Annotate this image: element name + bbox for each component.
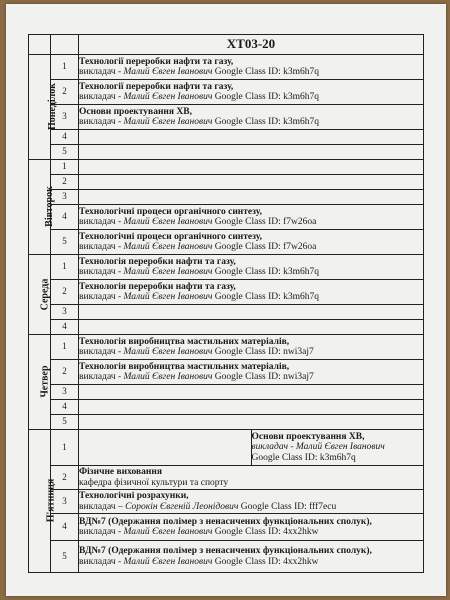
lesson-cell: Технологічні розрахунки, викладач – Сорокін Євгеній Леонідович Google Class ID: fff7ecu	[79, 490, 424, 514]
empty-subgroup-cell	[79, 430, 252, 466]
table-row	[29, 320, 424, 335]
table-row	[29, 466, 424, 490]
table-row	[29, 400, 424, 415]
lesson-cell: Технологія переробки нафти та газу, викладач - Малий Євген Іванович Google Class ID: k3m6h7q	[79, 280, 424, 305]
empty-lesson-cell	[79, 175, 424, 190]
table-row	[29, 305, 424, 320]
table-row	[29, 145, 424, 160]
lesson-cell: Технологія переробки нафти та газу, викладач - Малий Євген Іванович Google Class ID: k3m6h7q	[79, 255, 424, 280]
table-row	[29, 541, 424, 573]
table-row	[29, 415, 424, 430]
lesson-cell: ВД№7 (Одержання полімер з ненасичених функціональних сполук), викладач - Малий Євген Іванович Google Class ID: 4xx2hkw	[79, 514, 424, 541]
table-row	[29, 430, 424, 466]
table-row	[29, 160, 424, 175]
table-row	[29, 55, 424, 80]
lesson-number: 3	[51, 490, 79, 514]
lesson-cell: Технологічні процеси органічного синтезу, викладач - Малий Євген Іванович Google Class ID: f7w26oa	[79, 230, 424, 255]
table-row	[29, 335, 424, 360]
lesson-cell: Технології переробки нафти та газу, викладач - Малий Євген Іванович Google Class ID: k3m6h7q	[79, 80, 424, 105]
lesson-number: 1	[51, 255, 79, 280]
table-row	[29, 280, 424, 305]
table-row	[29, 490, 424, 514]
lesson-cell: Фізичне виховання кафедра фізичної культури та спорту	[79, 466, 424, 490]
schedule-table	[28, 34, 424, 573]
table-row	[29, 80, 424, 105]
empty-lesson-cell	[79, 130, 424, 145]
lesson-cell: Основи проектування ХВ, викладач - Малий Євген Іванович Google Class ID: k3m6h7q	[79, 105, 424, 130]
lesson-number: 3	[51, 385, 79, 400]
table-row	[29, 205, 424, 230]
empty-lesson-cell	[79, 190, 424, 205]
header-corner-num	[51, 35, 79, 55]
table-row	[29, 175, 424, 190]
lesson-cell: Технологічні процеси органічного синтезу, викладач - Малий Євген Іванович Google Class ID: f7w26oa	[79, 205, 424, 230]
empty-lesson-cell	[79, 160, 424, 175]
lesson-number: 1	[51, 430, 79, 466]
group-title: ХТ03-20	[79, 35, 424, 55]
empty-lesson-cell	[79, 385, 424, 400]
header-corner-day	[29, 35, 51, 55]
lesson-number: 5	[51, 415, 79, 430]
lesson-number: 5	[51, 541, 79, 573]
lesson-number: 2	[51, 466, 79, 490]
lesson-cell: ВД№7 (Одержання полімер з ненасичених функціональних сполук), викладач - Малий Євген Іванович Google Class ID: 4xx2hkw	[79, 541, 424, 573]
lesson-number: 2	[51, 80, 79, 105]
lesson-number: 1	[51, 160, 79, 175]
lesson-cell: Основи проектування ХВ, викладач - Малий Євген Іванович Google Class ID: k3m6h7q	[251, 430, 424, 466]
table-row	[29, 105, 424, 130]
table-row	[29, 255, 424, 280]
lesson-number: 4	[51, 320, 79, 335]
lesson-number: 2	[51, 360, 79, 385]
table-row	[29, 360, 424, 385]
lesson-number: 3	[51, 190, 79, 205]
empty-lesson-cell	[79, 320, 424, 335]
table-row	[29, 514, 424, 541]
lesson-number: 1	[51, 335, 79, 360]
lesson-number: 1	[51, 55, 79, 80]
table-row	[29, 190, 424, 205]
day-label-tuesday: Вівторок	[29, 160, 51, 255]
lesson-cell: Технологія виробництва мастильних матеріалів, викладач - Малий Євген Іванович Google Class ID: nwi3aj7	[79, 335, 424, 360]
table-row	[29, 130, 424, 145]
lesson-number: 4	[51, 130, 79, 145]
lesson-number: 4	[51, 205, 79, 230]
header-row	[29, 35, 424, 55]
lesson-number: 4	[51, 400, 79, 415]
day-label-monday: Понеділок	[29, 55, 51, 160]
lesson-number: 3	[51, 305, 79, 320]
empty-lesson-cell	[79, 145, 424, 160]
empty-lesson-cell	[79, 400, 424, 415]
lesson-number: 4	[51, 514, 79, 541]
table-row	[29, 230, 424, 255]
lesson-cell: Технології переробки нафти та газу, викладач - Малий Євген Іванович Google Class ID: k3m6h7q	[79, 55, 424, 80]
lesson-cell: Технологія виробництва мастильних матеріалів, викладач - Малий Євген Іванович Google Class ID: nwi3aj7	[79, 360, 424, 385]
lesson-number: 5	[51, 145, 79, 160]
day-label-friday: П'ятниця	[29, 430, 51, 573]
day-label-wednesday: Середа	[29, 255, 51, 335]
lesson-number: 2	[51, 280, 79, 305]
table-row	[29, 385, 424, 400]
schedule-sheet	[6, 4, 446, 596]
empty-lesson-cell	[79, 415, 424, 430]
lesson-number: 2	[51, 175, 79, 190]
lesson-number: 5	[51, 230, 79, 255]
day-label-thursday: Четвер	[29, 335, 51, 430]
empty-lesson-cell	[79, 305, 424, 320]
lesson-number: 3	[51, 105, 79, 130]
